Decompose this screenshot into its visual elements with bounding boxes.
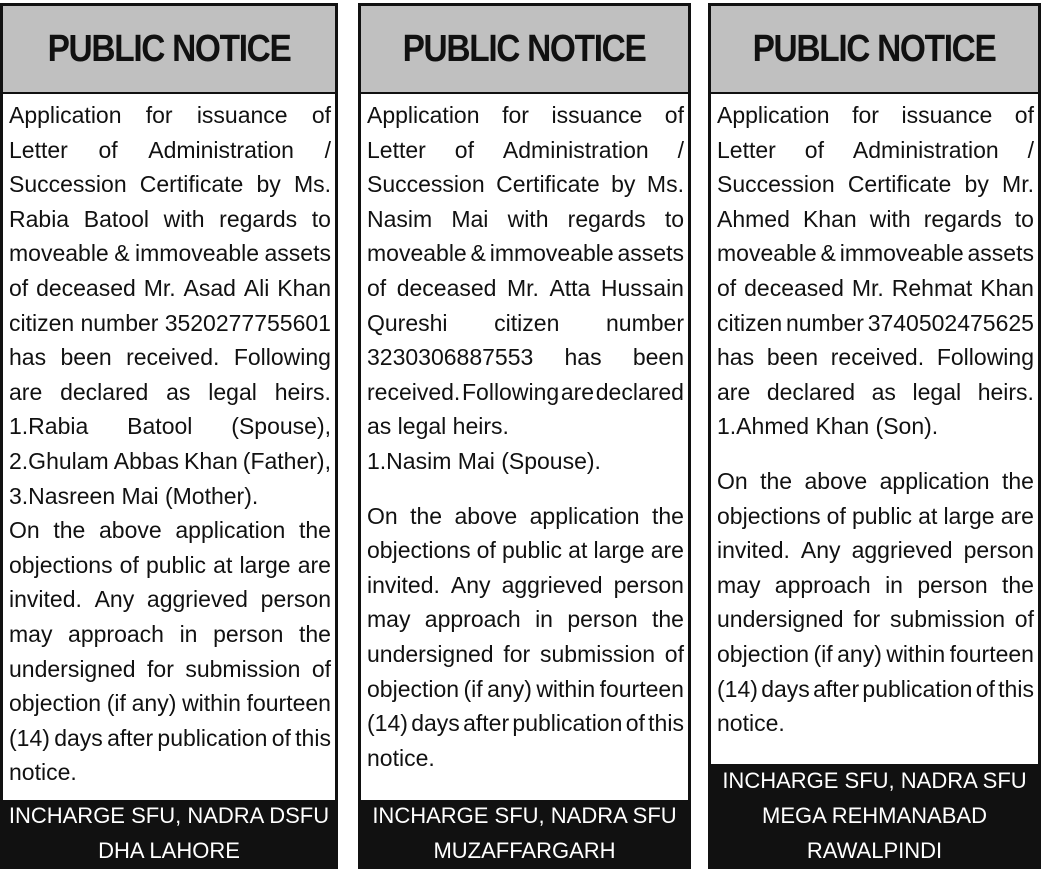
- body-line: citizen number 3740502475625: [717, 309, 1034, 336]
- objection-line: (14) days after publication of this: [717, 675, 1034, 702]
- objection-line: On the above application the: [367, 502, 684, 529]
- heir-line: 1.Nasim Mai (Spouse).: [367, 447, 601, 474]
- body-line: of deceased Mr. Atta Hussain: [367, 274, 684, 301]
- body-line: Qureshi citizen number: [367, 309, 684, 336]
- notice-body: [367, 98, 684, 775]
- footer-line: MUZAFFARGARH: [433, 838, 616, 863]
- notice-title: PUBLIC NOTICE: [47, 27, 291, 70]
- body-line: of deceased Mr. Asad Ali Khan: [9, 274, 331, 301]
- notice-header: [3, 6, 335, 94]
- body-line: Succession Certificate by Mr.: [717, 171, 1034, 198]
- objection-paragraph: [717, 464, 1034, 741]
- objection-line: invited. Any aggrieved person: [367, 571, 684, 598]
- body-line: received. Following are declared: [367, 378, 684, 405]
- public-notice-3: [708, 3, 1041, 869]
- body-line: are declared as legal heirs.: [717, 378, 1034, 405]
- body-line: Ahmed Khan with regards to: [717, 205, 1034, 232]
- paragraph-gap: [367, 479, 684, 499]
- body-line: citizen number 3520277755601: [9, 309, 331, 336]
- notice-body: [9, 98, 331, 790]
- footer-line: MEGA REHMANABAD: [762, 802, 987, 828]
- notice-signature-footer: [361, 800, 688, 866]
- body-line: has been received. Following: [9, 344, 331, 371]
- objection-line: may approach in person the: [367, 606, 684, 633]
- objection-line: notice.: [9, 759, 77, 786]
- footer-line: INCHARGE SFU, NADRA SFU: [722, 767, 1027, 793]
- objection-line: undersigned for submission of: [9, 655, 331, 682]
- body-line: moveable & immoveable assets: [9, 240, 331, 267]
- application-paragraph: [367, 98, 684, 479]
- objection-line: objection (if any) within fourteen: [717, 640, 1034, 667]
- objection-line: may approach in person the: [717, 571, 1034, 598]
- objection-line: (14) days after publication of this: [9, 724, 331, 751]
- paragraph-gap: [717, 444, 1034, 464]
- notice-signature-footer: [711, 764, 1038, 866]
- objection-line: undersigned for submission of: [367, 640, 684, 667]
- body-line: of deceased Mr. Rehmat Khan: [717, 274, 1034, 301]
- body-line: Letter of Administration /: [717, 136, 1034, 163]
- body-line: Rabia Batool with regards to: [9, 205, 331, 232]
- footer-line: DHA LAHORE: [98, 838, 240, 863]
- objection-line: objection (if any) within fourteen: [367, 675, 684, 702]
- body-line: Letter of Administration /: [9, 136, 331, 163]
- footer-line: INCHARGE SFU, NADRA SFU: [372, 803, 677, 828]
- objection-line: undersigned for submission of: [717, 606, 1034, 633]
- body-line: Application for issuance of: [9, 102, 331, 128]
- objection-line: (14) days after publication of this: [367, 710, 684, 737]
- objection-line: On the above application the: [9, 517, 331, 544]
- objection-paragraph: [367, 499, 684, 776]
- objection-line: On the above application the: [717, 467, 1034, 494]
- heir-line: 1.Rabia Batool (Spouse),: [9, 413, 331, 440]
- body-line: Letter of Administration /: [367, 136, 684, 163]
- heir-line: 2.Ghulam Abbas Khan (Father),: [9, 447, 331, 474]
- body-line: are declared as legal heirs.: [9, 378, 331, 405]
- notice-body: [717, 98, 1034, 741]
- objection-line: objections of public at large are: [367, 537, 684, 564]
- body-line: moveable & immoveable assets: [717, 240, 1034, 267]
- application-paragraph: [9, 98, 331, 513]
- body-line: Application for issuance of: [367, 102, 684, 128]
- body-line: Nasim Mai with regards to: [367, 205, 684, 232]
- objection-line: objection (if any) within fourteen: [9, 690, 331, 717]
- application-paragraph: [717, 98, 1034, 444]
- body-line: Application for issuance of: [717, 102, 1034, 128]
- public-notice-2: [358, 3, 691, 869]
- body-line: as legal heirs.: [367, 413, 509, 440]
- objection-line: objections of public at large are: [717, 502, 1034, 529]
- objection-line: may approach in person the: [9, 620, 331, 647]
- notice-title: PUBLIC NOTICE: [753, 27, 996, 70]
- heir-line: 1.Ahmed Khan (Son).: [717, 413, 939, 440]
- footer-line: INCHARGE SFU, NADRA DSFU: [8, 803, 330, 828]
- notice-signature-footer: [3, 800, 335, 866]
- objection-paragraph: [9, 513, 331, 790]
- body-line: moveable & immoveable assets: [367, 240, 684, 267]
- heir-line: 3.Nasreen Mai (Mother).: [9, 482, 259, 509]
- notice-header: [711, 6, 1038, 94]
- objection-line: invited. Any aggrieved person: [717, 537, 1034, 564]
- footer-line: RAWALPINDI: [806, 837, 943, 863]
- notice-title: PUBLIC NOTICE: [403, 27, 646, 70]
- objection-line: notice.: [717, 710, 785, 737]
- objection-line: objections of public at large are: [9, 551, 331, 578]
- body-line: Succession Certificate by Ms.: [9, 171, 331, 198]
- public-notice-1: [0, 3, 338, 869]
- objection-line: notice.: [367, 744, 435, 771]
- objection-line: invited. Any aggrieved person: [9, 586, 331, 613]
- body-line: has been received. Following: [717, 344, 1034, 371]
- body-line: Succession Certificate by Ms.: [367, 171, 684, 198]
- notice-header: [361, 6, 688, 94]
- body-line: 3230306887553 has been: [367, 344, 684, 371]
